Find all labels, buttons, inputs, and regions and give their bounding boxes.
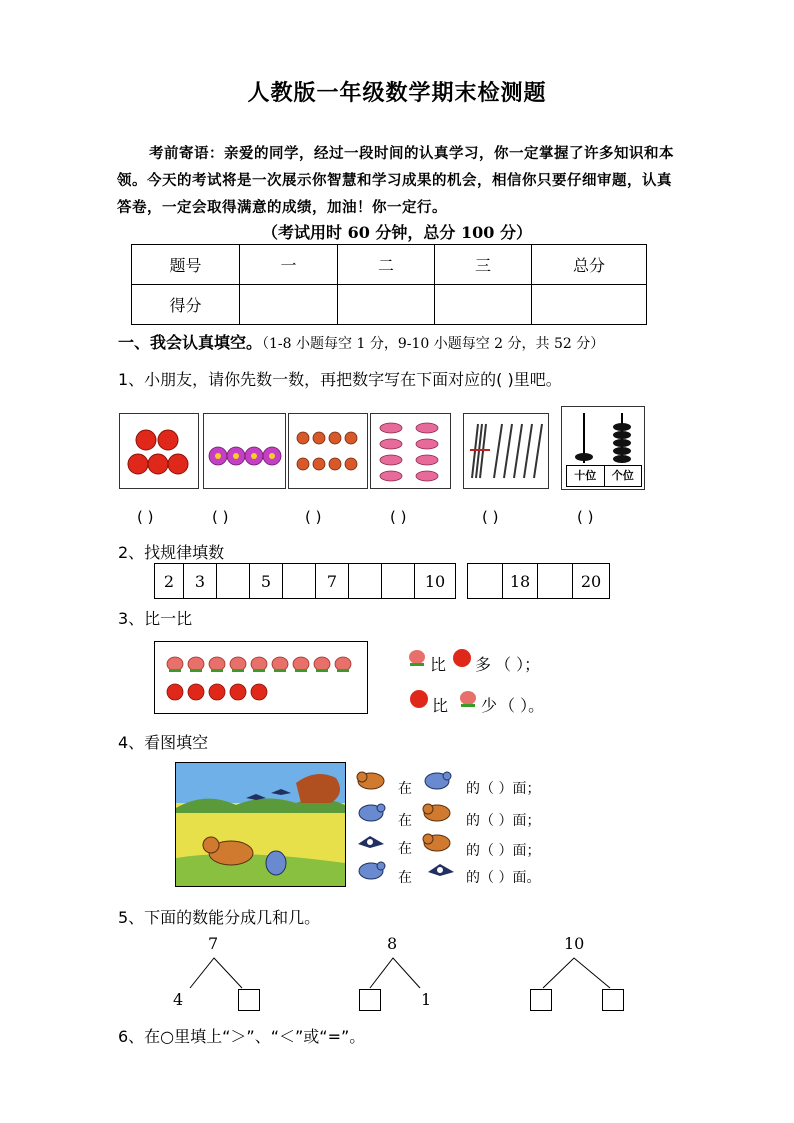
pos-zai: 在: [398, 781, 412, 797]
mouse-icon: [354, 800, 388, 824]
q5-text: 5、下面的数能分成几和几。: [118, 908, 321, 927]
bond-answer-box[interactable]: [359, 989, 381, 1011]
bond-answer-box[interactable]: [238, 989, 260, 1011]
q2-text: 2、找规律填数: [118, 543, 225, 562]
q6-text: 6、在○里填上“＞”、“＜”或“=”。: [118, 1027, 366, 1046]
bond-top: 7: [208, 934, 219, 953]
sequence-1: [154, 563, 456, 599]
score-table-score-row: [132, 285, 647, 325]
pos-blank[interactable]: 的（ ）面。: [466, 870, 541, 886]
q1-text: 1、小朋友，请你先数一数，再把数字写在下面对应的( )里吧。: [118, 370, 562, 389]
score-input-cell[interactable]: [532, 285, 647, 325]
sequence-2: [467, 563, 610, 599]
pos-blank[interactable]: 的（ ）面；: [466, 813, 541, 829]
intro-message: 考前寄语：亲爱的同学，经过一段时间的认真学习，你一定掌握了许多知识和本领。今天的考试将是一次展示你智慧和学习成果的机会，相信你只要仔细审题，认真答卷，一定会取得满意的成绩，加油！你一定行。: [117, 145, 674, 216]
snail-icons: [289, 414, 367, 488]
sticks-picture: [463, 413, 549, 489]
tens-label: 十位: [567, 466, 605, 486]
seq-cell[interactable]: 5: [250, 564, 283, 599]
bond-answer-box[interactable]: [530, 989, 552, 1011]
bird-icon: [424, 858, 458, 882]
compare-picture: [154, 641, 368, 714]
peach-icon: [457, 688, 479, 710]
compare-word-1: 多: [475, 655, 492, 674]
apples-picture: [119, 413, 199, 489]
fish-picture: [370, 413, 451, 489]
bond-right: 1: [421, 990, 432, 1009]
bird-icon: [354, 830, 388, 854]
compare-blank-1[interactable]: （ ）；: [495, 655, 541, 674]
seq-cell[interactable]: 3: [184, 564, 217, 599]
compare-bi-2: 比: [432, 696, 449, 715]
answer-blank[interactable]: ( ): [305, 508, 322, 526]
q4-text: 4、看图填空: [118, 733, 209, 752]
abacus-icon: [562, 407, 644, 465]
seq-cell[interactable]: [217, 564, 250, 599]
stick-icons: [464, 414, 548, 488]
header-cell: 总分: [532, 245, 647, 285]
header-cell: 题号: [132, 245, 240, 285]
bond-answer-box[interactable]: [602, 989, 624, 1011]
seq-cell[interactable]: 20: [573, 564, 610, 599]
peach-apple-icons: [155, 642, 367, 713]
section1-title: 一、我会认真填空。: [118, 333, 263, 352]
fish-icons: [371, 414, 450, 488]
seq-cell[interactable]: [538, 564, 573, 599]
flower-icons: [204, 414, 285, 488]
dog-icon: [420, 830, 454, 854]
compare-blank-2[interactable]: （ ）。: [499, 696, 545, 715]
apple-icon: [451, 647, 473, 669]
answer-blank[interactable]: ( ): [390, 508, 407, 526]
mouse-icon: [420, 768, 454, 792]
seq-cell[interactable]: 18: [503, 564, 538, 599]
answer-blank[interactable]: ( ): [137, 508, 154, 526]
compare-word-2: 少: [481, 696, 498, 715]
apple-icons: [120, 414, 198, 488]
score-input-cell[interactable]: [240, 285, 338, 325]
dog-icon: [420, 800, 454, 824]
page-title: 人教版一年级数学期末检测题: [247, 80, 547, 106]
score-input-cell[interactable]: [435, 285, 532, 325]
header-cell: 二: [338, 245, 435, 285]
score-table: [131, 244, 647, 325]
q3-text: 3、比一比: [118, 609, 193, 628]
pos-zai: 在: [398, 870, 412, 886]
answer-blank[interactable]: ( ): [212, 508, 229, 526]
seq-cell[interactable]: [283, 564, 316, 599]
apple-icon: [408, 688, 430, 710]
farm-scene: [176, 763, 345, 886]
section1-note: （1-8 小题每空 1 分，9-10 小题每空 2 分，共 52 分）: [262, 336, 605, 352]
seq-cell[interactable]: 10: [415, 564, 456, 599]
scene-picture: [175, 762, 346, 887]
bond-top: 8: [387, 934, 398, 953]
dog-icon: [354, 768, 388, 792]
answer-blank[interactable]: ( ): [577, 508, 594, 526]
compare-bi-1: 比: [430, 655, 447, 674]
pos-blank[interactable]: 的（ ）面；: [466, 781, 541, 797]
exam-time-note: （考试用时 60 分钟，总分 100 分）: [262, 223, 532, 242]
seq-cell[interactable]: [349, 564, 382, 599]
seq-cell[interactable]: [382, 564, 415, 599]
score-table-header-row: [132, 245, 647, 285]
flowers-picture: [203, 413, 286, 489]
seq-cell[interactable]: [468, 564, 503, 599]
pos-zai: 在: [398, 841, 412, 857]
header-cell: 一: [240, 245, 338, 285]
pos-blank[interactable]: 的（ ）面；: [466, 843, 541, 859]
pos-zai: 在: [398, 813, 412, 829]
row-label: 得分: [132, 285, 240, 325]
bond-top: 10: [564, 934, 585, 953]
peach-icon: [406, 647, 428, 669]
snails-picture: [288, 413, 368, 489]
bond-left: 4: [173, 990, 184, 1009]
ones-label: 个位: [611, 469, 634, 482]
abacus-picture: [561, 406, 645, 490]
score-input-cell[interactable]: [338, 285, 435, 325]
seq-cell[interactable]: 7: [316, 564, 349, 599]
seq-cell[interactable]: 2: [155, 564, 184, 599]
abacus-label-bar: [566, 465, 642, 487]
answer-blank[interactable]: ( ): [482, 508, 499, 526]
section1-heading: [118, 330, 604, 353]
header-cell: 三: [435, 245, 532, 285]
mouse-icon: [354, 858, 388, 882]
